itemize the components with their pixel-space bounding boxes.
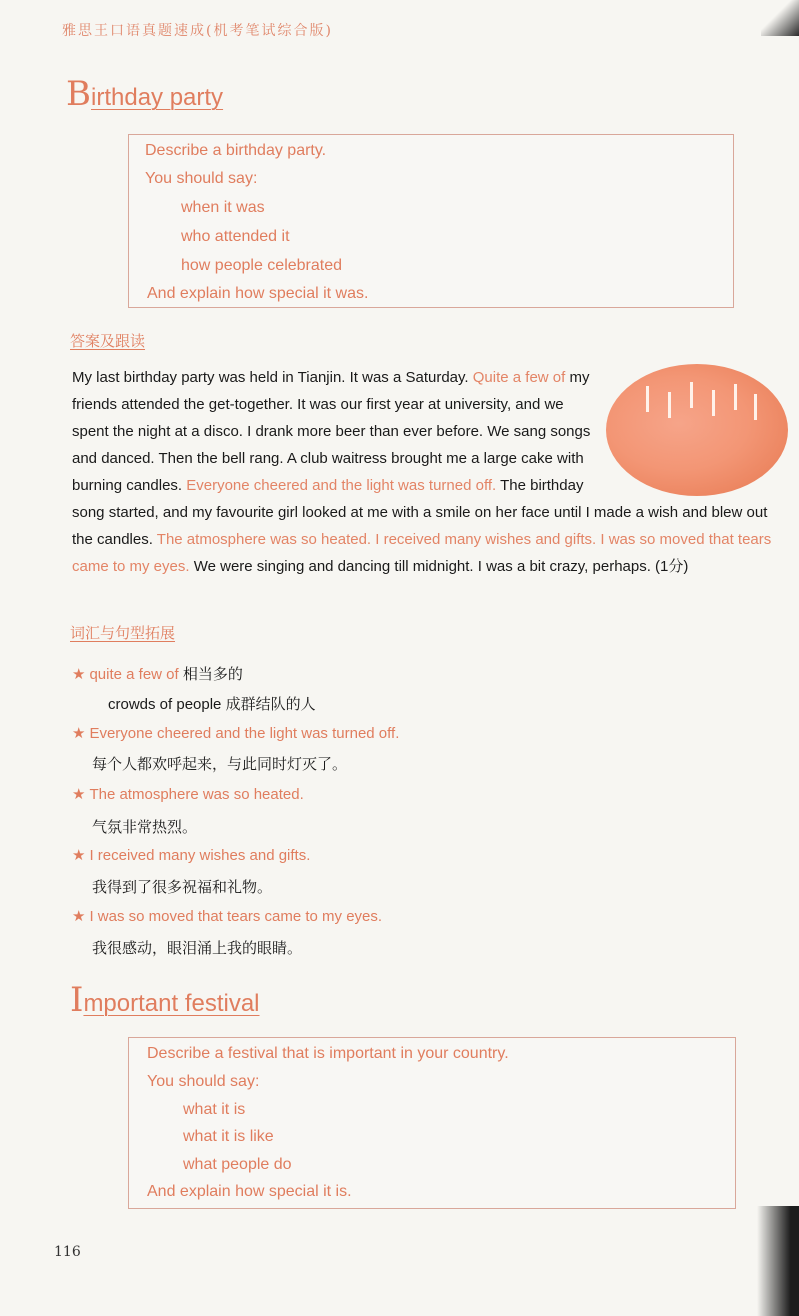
cue-line: You should say: <box>147 1073 260 1090</box>
cue-line: And explain how special it was. <box>147 285 369 302</box>
vocab-translation: 我得到了很多祝福和礼物。 <box>92 879 273 896</box>
cue-line: what people do <box>183 1156 292 1173</box>
answer-highlight: Everyone cheered and the light was turned off. <box>186 477 497 494</box>
title-text: mportant festival <box>83 990 260 1017</box>
vocab-translation: 气氛非常热烈。 <box>92 819 198 836</box>
answer-text: my friends attended the get-together. It was our first year at university, and we spent the night at a disco. I drank more beer than ever before. We sang songs and danced. Then the bell rang. A club waitress brought me a large cake with burning candles. <box>72 369 591 494</box>
cue-line: who attended it <box>181 228 290 245</box>
vocab-item: ★ The atmosphere was so heated. <box>72 786 304 803</box>
vocab-item: ★ quite a few of 相当多的 <box>72 666 243 683</box>
vocab-item: crowds of people 成群结队的人 <box>108 696 316 713</box>
title-initial: I <box>70 980 84 1020</box>
answer-heading: 答案及跟读 <box>70 333 146 350</box>
cue-line: Describe a birthday party. <box>145 142 327 159</box>
section-title-birthday-party <box>66 74 223 114</box>
cue-line: You should say: <box>145 170 258 187</box>
answer-text: My last birthday party was held in Tianjin. It was a Saturday. <box>72 369 473 386</box>
answer-highlight: Quite a few of <box>472 369 566 386</box>
title-text: irthday party <box>91 84 224 111</box>
vocab-item: ★ Everyone cheered and the light was turned off. <box>72 725 400 742</box>
vocab-translation: 我很感动，眼泪涌上我的眼睛。 <box>92 940 303 957</box>
vocab-heading: 词汇与句型拓展 <box>70 625 176 642</box>
page-corner-shadow <box>761 0 799 36</box>
cue-line: how people celebrated <box>181 257 343 274</box>
cue-line: And explain how special it is. <box>147 1183 352 1200</box>
cue-line: what it is <box>183 1101 246 1118</box>
cue-line: Describe a festival that is important in your country. <box>147 1045 509 1062</box>
title-initial: B <box>66 74 91 114</box>
answer-paragraph <box>72 364 784 580</box>
answer-highlight: The atmosphere was so heated. I received many wishes and gifts. I was so moved that tears came to my eyes. <box>72 531 772 575</box>
birthday-cake-image <box>606 364 788 496</box>
answer-text: The birthday song started, and my favourite girl looked at me with a smile on her face until I made a wish and blew out the candles. <box>72 477 768 548</box>
page-number: 116 <box>54 1244 81 1260</box>
page-edge-shadow <box>757 1206 799 1316</box>
cue-line: when it was <box>181 199 265 216</box>
cue-line: what it is like <box>183 1128 274 1145</box>
answer-text: We were singing and dancing till midnight. I was a bit crazy, perhaps. (1分) <box>189 558 689 575</box>
cue-card-birthday <box>128 134 734 308</box>
running-header: 雅思王口语真题速成(机考笔试综合版) <box>62 23 333 39</box>
vocab-translation: 每个人都欢呼起来，与此同时灯灭了。 <box>92 756 348 773</box>
vocab-item: ★ I received many wishes and gifts. <box>72 847 311 864</box>
vocab-item: ★ I was so moved that tears came to my eyes. <box>72 908 383 925</box>
cue-card-festival <box>128 1037 736 1209</box>
section-title-important-festival <box>70 980 260 1020</box>
